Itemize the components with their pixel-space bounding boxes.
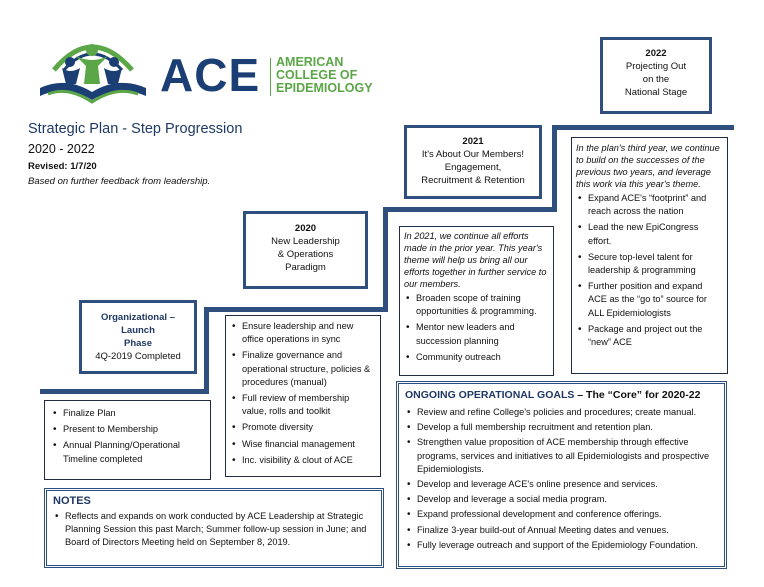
logo-name-line: AMERICAN [276, 55, 344, 69]
logo-acronym: ACE [160, 49, 261, 101]
list-item: • Community outreach [404, 351, 549, 364]
goals-title-main: ONGOING OPERATIONAL GOALS [405, 389, 575, 401]
list-item: • Reflects and expands on work conducted by ACE Leadership at Strategic Planning Session this past March; Summer follow-up session in June; and Board of Directors Meeting held on September 8, 2019. [53, 510, 375, 550]
plan-years: 2020 - 2022 [28, 142, 95, 156]
step-header-line: on the [642, 74, 670, 85]
list-item: • Expand professional development and conference offerings. [405, 508, 718, 521]
step-intro: In 2021, we continue all efforts made in the prior year. This year's theme will help us bring all our efforts together in further service to our members. [404, 231, 547, 289]
list-item: • Promote diversity [230, 421, 376, 434]
list-item: • Present to Membership [51, 423, 204, 436]
page-title: Strategic Plan - Step Progression [28, 121, 243, 137]
step-header-line: Engagement, [444, 162, 502, 173]
list-item: • Annual Planning/Operational Timeline completed [51, 439, 204, 465]
list-item: • Ensure leadership and new office operations in sync [230, 320, 376, 346]
list-item: • Lead the new EpiCongress effort. [576, 221, 723, 247]
step-year: 2021 [462, 136, 484, 147]
logo-name [276, 56, 373, 95]
step-header-line: New Leadership [271, 236, 340, 247]
step-year: 2022 [645, 48, 667, 59]
list-item: • Develop and leverage a social media program. [405, 493, 718, 506]
revision-note: Based on further feedback from leadership. [28, 176, 211, 187]
list-item: • Review and refine College's policies and procedures; create manual. [405, 406, 718, 419]
step-list-2022 [571, 137, 728, 374]
step-header-line: National Stage [624, 87, 688, 98]
list-item: • Develop and leverage ACE's online presence and services. [405, 478, 718, 491]
step-intro: In the plan's third year, we continue to build on the successes of the previous two years, and leverage this work via this year's theme. [576, 143, 720, 189]
step-header-2022 [600, 37, 712, 114]
notes-title: NOTES [53, 495, 91, 507]
step-header-organizational [79, 300, 197, 374]
list-item: • Finalize governance and operational structure, policies & procedures (manual) [230, 349, 376, 389]
step-header-line: Recruitment & Retention [421, 175, 525, 186]
step-header-line: Projecting Out [625, 61, 687, 72]
list-item: • Secure top-level talent for leadership & programming [576, 251, 723, 277]
list-item: • Full review of membership value, rolls and toolkit [230, 392, 376, 418]
step-header-line: Launch [121, 325, 155, 336]
ace-logo [34, 30, 374, 112]
step-header-2020 [243, 211, 368, 289]
notes-box [44, 488, 384, 568]
list-item: • Wise financial management [230, 438, 376, 451]
list-item: • Mentor new leaders and succession planning [404, 321, 549, 347]
step-year: 2020 [294, 223, 317, 234]
step-list-2020 [225, 315, 381, 477]
step-list-organizational [44, 400, 211, 480]
logo-divider [270, 58, 271, 96]
list-item: • Finalize 3-year build-out of Annual Meeting dates and venues. [405, 524, 718, 537]
goals-title [405, 389, 718, 401]
step-header-line: It's About Our Members! [421, 149, 525, 160]
step-header-line: & Operations [277, 249, 334, 260]
list-item: • Develop a full membership recruitment and retention plan. [405, 421, 718, 434]
ace-emblem-icon [34, 30, 152, 110]
list-item: • Package and project out the “new” ACE [576, 323, 723, 349]
step-header-line: 4Q-2019 Completed [95, 351, 181, 362]
list-item: • Further position and expand ACE as the “go to” source for ALL Epidemiologists [576, 280, 723, 320]
list-item: • Finalize Plan [51, 407, 204, 420]
logo-name-line: EPIDEMIOLOGY [276, 81, 373, 95]
step-header-line: Organizational – [101, 312, 175, 323]
revised-date: Revised: 1/7/20 [28, 161, 97, 172]
list-item: • Inc. visibility & clout of ACE [230, 454, 376, 467]
step-header-line: Phase [124, 338, 152, 349]
step-list-2021 [399, 226, 554, 376]
list-item: • Expand ACE's “footprint” and reach across the nation [576, 192, 723, 218]
list-item: • Strengthen value proposition of ACE membership through effective programs, services and initiatives to all Epidemiologists and prospective Epidemiologists. [405, 436, 718, 476]
step-header-line: Paradigm [285, 262, 326, 273]
goals-title-rest: – The “Core” for 2020-22 [574, 389, 701, 401]
list-item: • Broaden scope of training opportunities & programming. [404, 292, 549, 318]
step-header-2021 [404, 125, 542, 199]
list-item: • Fully leverage outreach and support of the Epidemiology Foundation. [405, 539, 718, 552]
operational-goals-box [396, 381, 727, 569]
logo-name-line: COLLEGE OF [276, 68, 358, 82]
